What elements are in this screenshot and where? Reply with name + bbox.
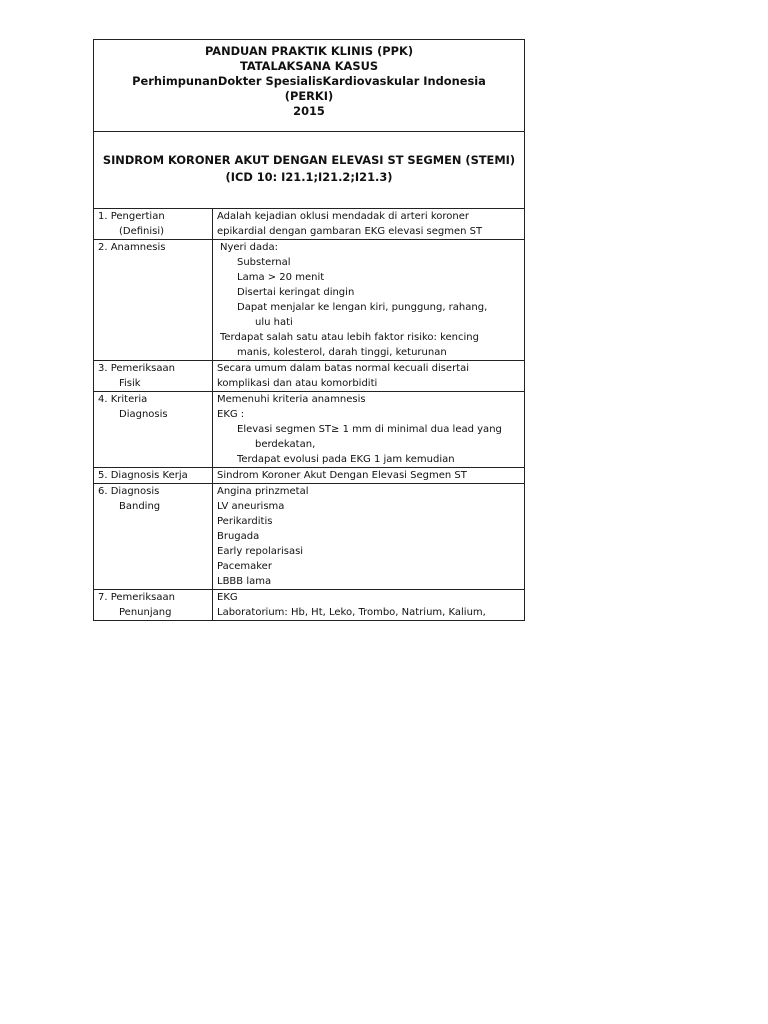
header-title: PANDUAN PRAKTIK KLINIS (PPK): [204, 44, 414, 58]
icd-code: (ICD 10: I21.1;I21.2;I21.3): [225, 170, 393, 184]
content-line: Nyeri dada:: [220, 242, 278, 253]
table-row-pemeriksaan-penunjang: [94, 590, 524, 621]
content-line: komplikasi dan atau komorbiditi: [217, 378, 378, 389]
ppk-document: [93, 39, 525, 621]
disease-title: SINDROM KORONER AKUT DENGAN ELEVASI ST SEGMEN (STEMI): [102, 153, 516, 167]
content-line: EKG :: [217, 409, 245, 420]
label-line: 4. Kriteria: [98, 394, 148, 405]
content-line: epikardial dengan gambaran EKG elevasi segmen ST: [217, 226, 483, 237]
list-item: Perikarditis: [217, 516, 273, 527]
list-item: Lama > 20 menit: [237, 272, 325, 283]
label-line: 5. Diagnosis Kerja: [98, 470, 188, 481]
row-label: [94, 590, 213, 621]
header-year: 2015: [293, 104, 325, 118]
header-organization: PerhimpunanDokter SpesialisKardiovaskular Indonesia: [132, 74, 486, 88]
list-item: Early repolarisasi: [217, 546, 304, 557]
row-content: [213, 361, 525, 392]
table-row-diagnosis-banding: [94, 484, 524, 590]
content-line: Terdapat salah satu atau lebih faktor risiko: kencing: [220, 332, 479, 343]
list-item: Terdapat evolusi pada EKG 1 jam kemudian: [237, 454, 455, 465]
label-line: 7. Pemeriksaan: [98, 592, 175, 603]
label-line: 6. Diagnosis: [98, 486, 160, 497]
row-content: [213, 468, 525, 484]
document-title: [94, 132, 524, 209]
label-line: Penunjang: [119, 607, 172, 618]
header-organization-abbr: (PERKI): [284, 89, 334, 103]
row-content: [213, 240, 525, 361]
content-line: manis, kolesterol, darah tinggi, keturunan: [237, 347, 447, 358]
list-item: LBBB lama: [217, 576, 272, 587]
list-item: Dapat menjalar ke lengan kiri, punggung, rahang,: [237, 302, 488, 313]
list-item: berdekatan,: [255, 439, 316, 450]
row-label: [94, 240, 213, 361]
row-content: [213, 590, 525, 621]
label-line: Diagnosis: [119, 409, 168, 420]
table-row-pengertian: [94, 209, 524, 240]
row-content: [213, 484, 525, 590]
content-line: Secara umum dalam batas normal kecuali disertai: [217, 363, 470, 374]
list-item: Disertai keringat dingin: [237, 287, 355, 298]
list-item: ulu hati: [255, 317, 293, 328]
content-line: Laboratorium: Hb, Ht, Leko, Trombo, Natrium, Kalium,: [217, 607, 486, 618]
label-line: 1. Pengertian: [98, 211, 165, 222]
row-label: [94, 361, 213, 392]
ppk-table: [94, 209, 524, 620]
content-line: Memenuhi kriteria anamnesis: [217, 394, 366, 405]
row-content: [213, 209, 525, 240]
label-line: (Definisi): [119, 226, 165, 237]
table-row-pemeriksaan-fisik: [94, 361, 524, 392]
table-row-diagnosis-kerja: [94, 468, 524, 484]
row-content: [213, 392, 525, 468]
row-label: [94, 209, 213, 240]
table-row-anamnesis: [94, 240, 524, 361]
list-item: Angina prinzmetal: [217, 486, 309, 497]
list-item: Brugada: [217, 531, 260, 542]
content-line: EKG: [217, 592, 238, 603]
list-item: Pacemaker: [217, 561, 272, 572]
list-item: Elevasi segmen ST≥ 1 mm di minimal dua lead yang: [237, 424, 502, 435]
label-line: 3. Pemeriksaan: [98, 363, 175, 374]
content-line: Sindrom Koroner Akut Dengan Elevasi Segmen ST: [217, 470, 467, 481]
row-label: [94, 392, 213, 468]
row-label: [94, 468, 213, 484]
list-item: LV aneurisma: [217, 501, 285, 512]
document-header: [94, 40, 524, 132]
label-line: Banding: [119, 501, 161, 512]
row-label: [94, 484, 213, 590]
table-row-kriteria-diagnosis: [94, 392, 524, 468]
list-item: Substernal: [237, 257, 291, 268]
label-line: 2. Anamnesis: [98, 242, 166, 253]
label-line: Fisik: [119, 378, 141, 389]
content-line: Adalah kejadian oklusi mendadak di arteri koroner: [217, 211, 470, 222]
header-subtitle: TATALAKSANA KASUS: [239, 59, 379, 73]
